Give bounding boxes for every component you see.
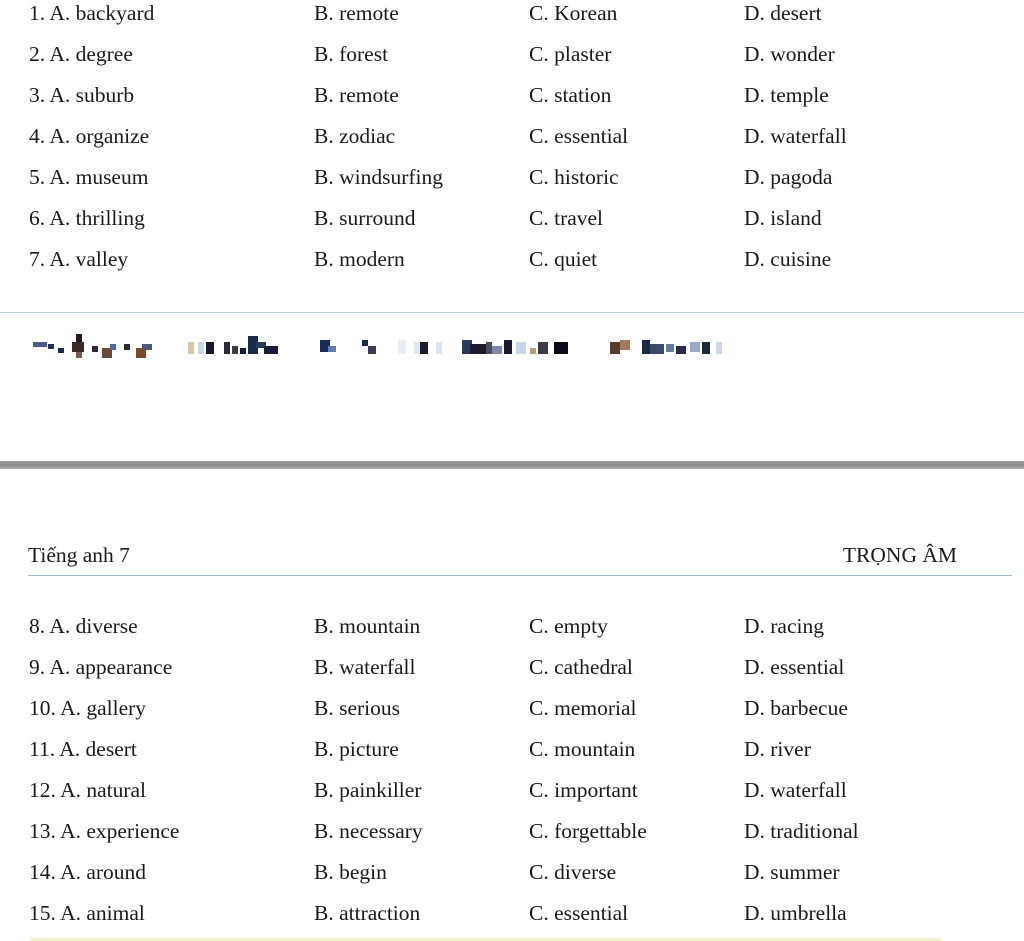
option-b: B. forest bbox=[314, 42, 389, 66]
option-b: B. painkiller bbox=[314, 778, 422, 802]
option-a: 8. A. diverse bbox=[29, 614, 138, 638]
question-row bbox=[0, 652, 1024, 682]
option-a: 6. A. thrilling bbox=[29, 206, 145, 230]
option-d: D. wonder bbox=[744, 42, 835, 66]
option-d: D. temple bbox=[744, 83, 829, 107]
question-row bbox=[0, 203, 1024, 233]
option-a: 14. A. around bbox=[29, 860, 147, 884]
option-c: C. plaster bbox=[529, 42, 612, 66]
option-b: B. remote bbox=[314, 83, 399, 107]
question-row bbox=[0, 121, 1024, 151]
option-a: 4. A. organize bbox=[29, 124, 150, 148]
question-row bbox=[0, 693, 1024, 723]
option-d: D. island bbox=[744, 206, 822, 230]
question-row bbox=[0, 816, 1024, 846]
option-b: B. attraction bbox=[314, 901, 421, 925]
option-c: C. important bbox=[529, 778, 638, 802]
option-a: 3. A. suburb bbox=[29, 83, 135, 107]
question-row bbox=[0, 775, 1024, 805]
page-top bbox=[0, 0, 1024, 461]
header-divider bbox=[28, 575, 1012, 576]
pixelated-footer-text bbox=[30, 330, 730, 362]
option-a: 10. A. gallery bbox=[29, 696, 147, 720]
option-a: 7. A. valley bbox=[29, 247, 129, 271]
option-c: C. historic bbox=[529, 165, 619, 189]
footer-divider bbox=[0, 312, 1024, 313]
option-a: 5. A. museum bbox=[29, 165, 149, 189]
question-row bbox=[0, 244, 1024, 274]
option-b: B. waterfall bbox=[314, 655, 416, 679]
option-c: C. essential bbox=[529, 901, 629, 925]
option-d: D. racing bbox=[744, 614, 824, 638]
option-c: C. mountain bbox=[529, 737, 636, 761]
page-header-subject: Tiếng anh 7 bbox=[28, 543, 130, 567]
option-b: B. picture bbox=[314, 737, 399, 761]
question-row bbox=[0, 80, 1024, 110]
question-row bbox=[0, 898, 1024, 928]
option-a: 1. A. backyard bbox=[29, 1, 155, 25]
option-d: D. essential bbox=[744, 655, 845, 679]
option-b: B. surround bbox=[314, 206, 416, 230]
option-c: C. memorial bbox=[529, 696, 637, 720]
option-d: D. pagoda bbox=[744, 165, 833, 189]
question-row bbox=[0, 734, 1024, 764]
option-a: 13. A. experience bbox=[29, 819, 180, 843]
option-b: B. windsurfing bbox=[314, 165, 443, 189]
option-c: C. Korean bbox=[529, 1, 618, 25]
option-c: C. quiet bbox=[529, 247, 598, 271]
option-a: 2. A. degree bbox=[29, 42, 133, 66]
option-c: C. travel bbox=[529, 206, 604, 230]
option-b: B. begin bbox=[314, 860, 387, 884]
option-a: 11. A. desert bbox=[29, 737, 137, 761]
option-c: C. forgettable bbox=[529, 819, 647, 843]
option-d: D. summer bbox=[744, 860, 840, 884]
question-row bbox=[0, 611, 1024, 641]
option-b: B. mountain bbox=[314, 614, 421, 638]
option-c: C. station bbox=[529, 83, 612, 107]
option-d: D. cuisine bbox=[744, 247, 832, 271]
question-row bbox=[0, 0, 1024, 28]
option-d: D. waterfall bbox=[744, 778, 847, 802]
question-row bbox=[0, 39, 1024, 69]
option-b: B. remote bbox=[314, 1, 399, 25]
option-c: C. essential bbox=[529, 124, 629, 148]
option-c: C. cathedral bbox=[529, 655, 633, 679]
option-d: D. desert bbox=[744, 1, 822, 25]
option-d: D. waterfall bbox=[744, 124, 847, 148]
page-separator bbox=[0, 461, 1024, 469]
option-a: 9. A. appearance bbox=[29, 655, 173, 679]
option-d: D. barbecue bbox=[744, 696, 848, 720]
option-a: 12. A. natural bbox=[29, 778, 147, 802]
page-bottom bbox=[0, 469, 1024, 941]
question-row bbox=[0, 162, 1024, 192]
option-d: D. traditional bbox=[744, 819, 859, 843]
option-c: C. empty bbox=[529, 614, 608, 638]
option-b: B. modern bbox=[314, 247, 405, 271]
option-b: B. zodiac bbox=[314, 124, 396, 148]
page-header-topic: TRỌNG ÂM bbox=[842, 543, 957, 567]
option-c: C. diverse bbox=[529, 860, 617, 884]
option-b: B. serious bbox=[314, 696, 400, 720]
question-row bbox=[0, 857, 1024, 887]
option-b: B. necessary bbox=[314, 819, 423, 843]
option-d: D. river bbox=[744, 737, 811, 761]
option-a: 15. A. animal bbox=[29, 901, 145, 925]
option-d: D. umbrella bbox=[744, 901, 847, 925]
